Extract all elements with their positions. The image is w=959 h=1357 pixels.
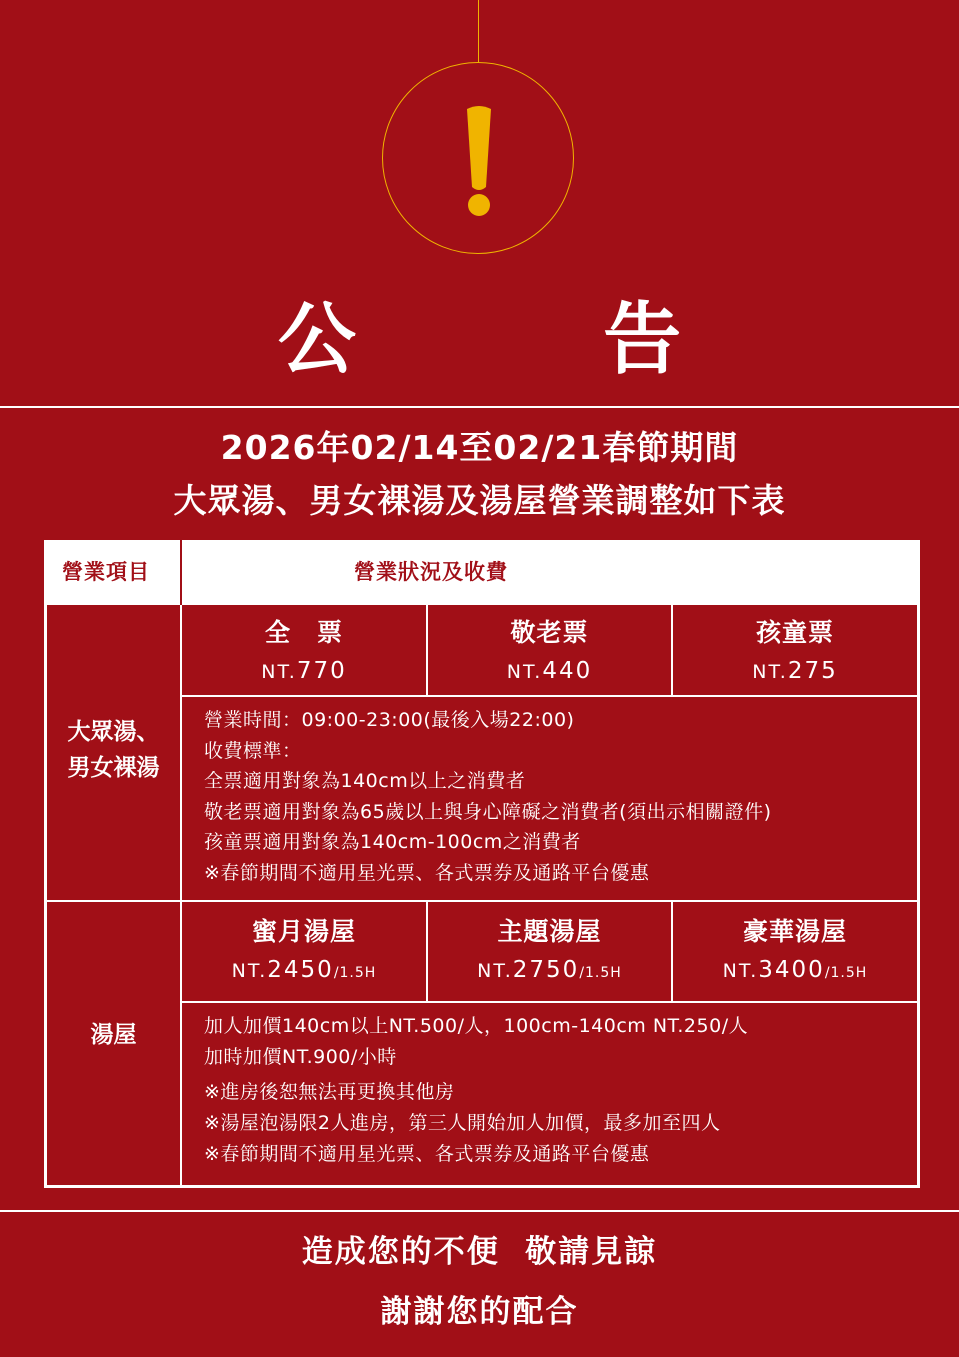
ticket-row-divider xyxy=(180,695,920,697)
ticket-child: 孩童票 NT.275 xyxy=(752,618,838,684)
thanks-text: 謝謝您的配合 xyxy=(380,1294,579,1330)
ticket-adult: 全 票 NT.770 xyxy=(261,618,347,684)
row-label-private-room: 湯屋 xyxy=(90,1022,137,1048)
title-divider xyxy=(0,406,959,408)
ticket-senior: 敬老票 NT.440 xyxy=(506,618,593,684)
note-hours: 營業時間：09:00-23:00(最後入場22:00) xyxy=(204,709,575,731)
subtitle-line-2: 大眾湯、男女裸湯及湯屋營業調整如下表 xyxy=(173,481,786,520)
note-adult: 全票適用對象為140cm以上之消費者 xyxy=(204,770,526,792)
column-divider xyxy=(180,605,182,1188)
header-status-fee: 營業狀況及收費 xyxy=(354,560,508,584)
hanging-line xyxy=(478,0,479,62)
note-extra-time: 加時加價NT.900/小時 xyxy=(204,1046,397,1068)
room-luxury: 豪華湯屋 NT.3400/1.5H xyxy=(722,917,868,983)
note-fee-standard: 收費標準： xyxy=(204,739,302,762)
note-child: 孩童票適用對象為140cm-100cm之消費者 xyxy=(204,831,581,853)
exclamation-icon xyxy=(383,63,575,255)
header-divider xyxy=(180,540,182,605)
note-no-discount: ※春節期間不適用星光票、各式票券及通路平台優惠 xyxy=(204,861,650,884)
apology-text: 造成您的不便 敬請見諒 xyxy=(301,1234,658,1270)
subtitle-line-1: 2026年02/14至02/21春節期間 xyxy=(220,428,739,467)
note-no-discount: ※春節期間不適用星光票、各式票券及通路平台優惠 xyxy=(204,1143,650,1165)
header-business-item: 營業項目 xyxy=(62,560,150,584)
table-header xyxy=(44,540,920,605)
room-honeymoon: 蜜月湯屋 NT.2450/1.5H xyxy=(231,917,377,983)
note-extra-person: 加人加價140cm以上NT.500/人，100cm-140cm NT.250/人 xyxy=(204,1015,749,1037)
private-room-notes xyxy=(204,1011,748,1170)
footer-divider xyxy=(0,1210,959,1212)
page-title: 公 告 xyxy=(277,295,792,385)
alert-circle xyxy=(382,62,574,254)
public-bath-notes xyxy=(204,705,772,888)
room-row-divider xyxy=(180,1001,920,1003)
note-senior: 敬老票適用對象為65歲以上與身心障礙之消費者(須出示相關證件) xyxy=(204,800,772,823)
room-theme: 主題湯屋 NT.2750/1.5H xyxy=(477,917,622,983)
note-room-capacity: ※湯屋泡湯限2人進房，第三人開始加人加價，最多加至四人 xyxy=(204,1112,721,1134)
section-divider xyxy=(44,900,920,902)
row-label-public-bath: 大眾湯、 男女裸湯 xyxy=(67,719,160,781)
note-no-room-change: ※進房後恕無法再更換其他房 xyxy=(204,1081,455,1103)
